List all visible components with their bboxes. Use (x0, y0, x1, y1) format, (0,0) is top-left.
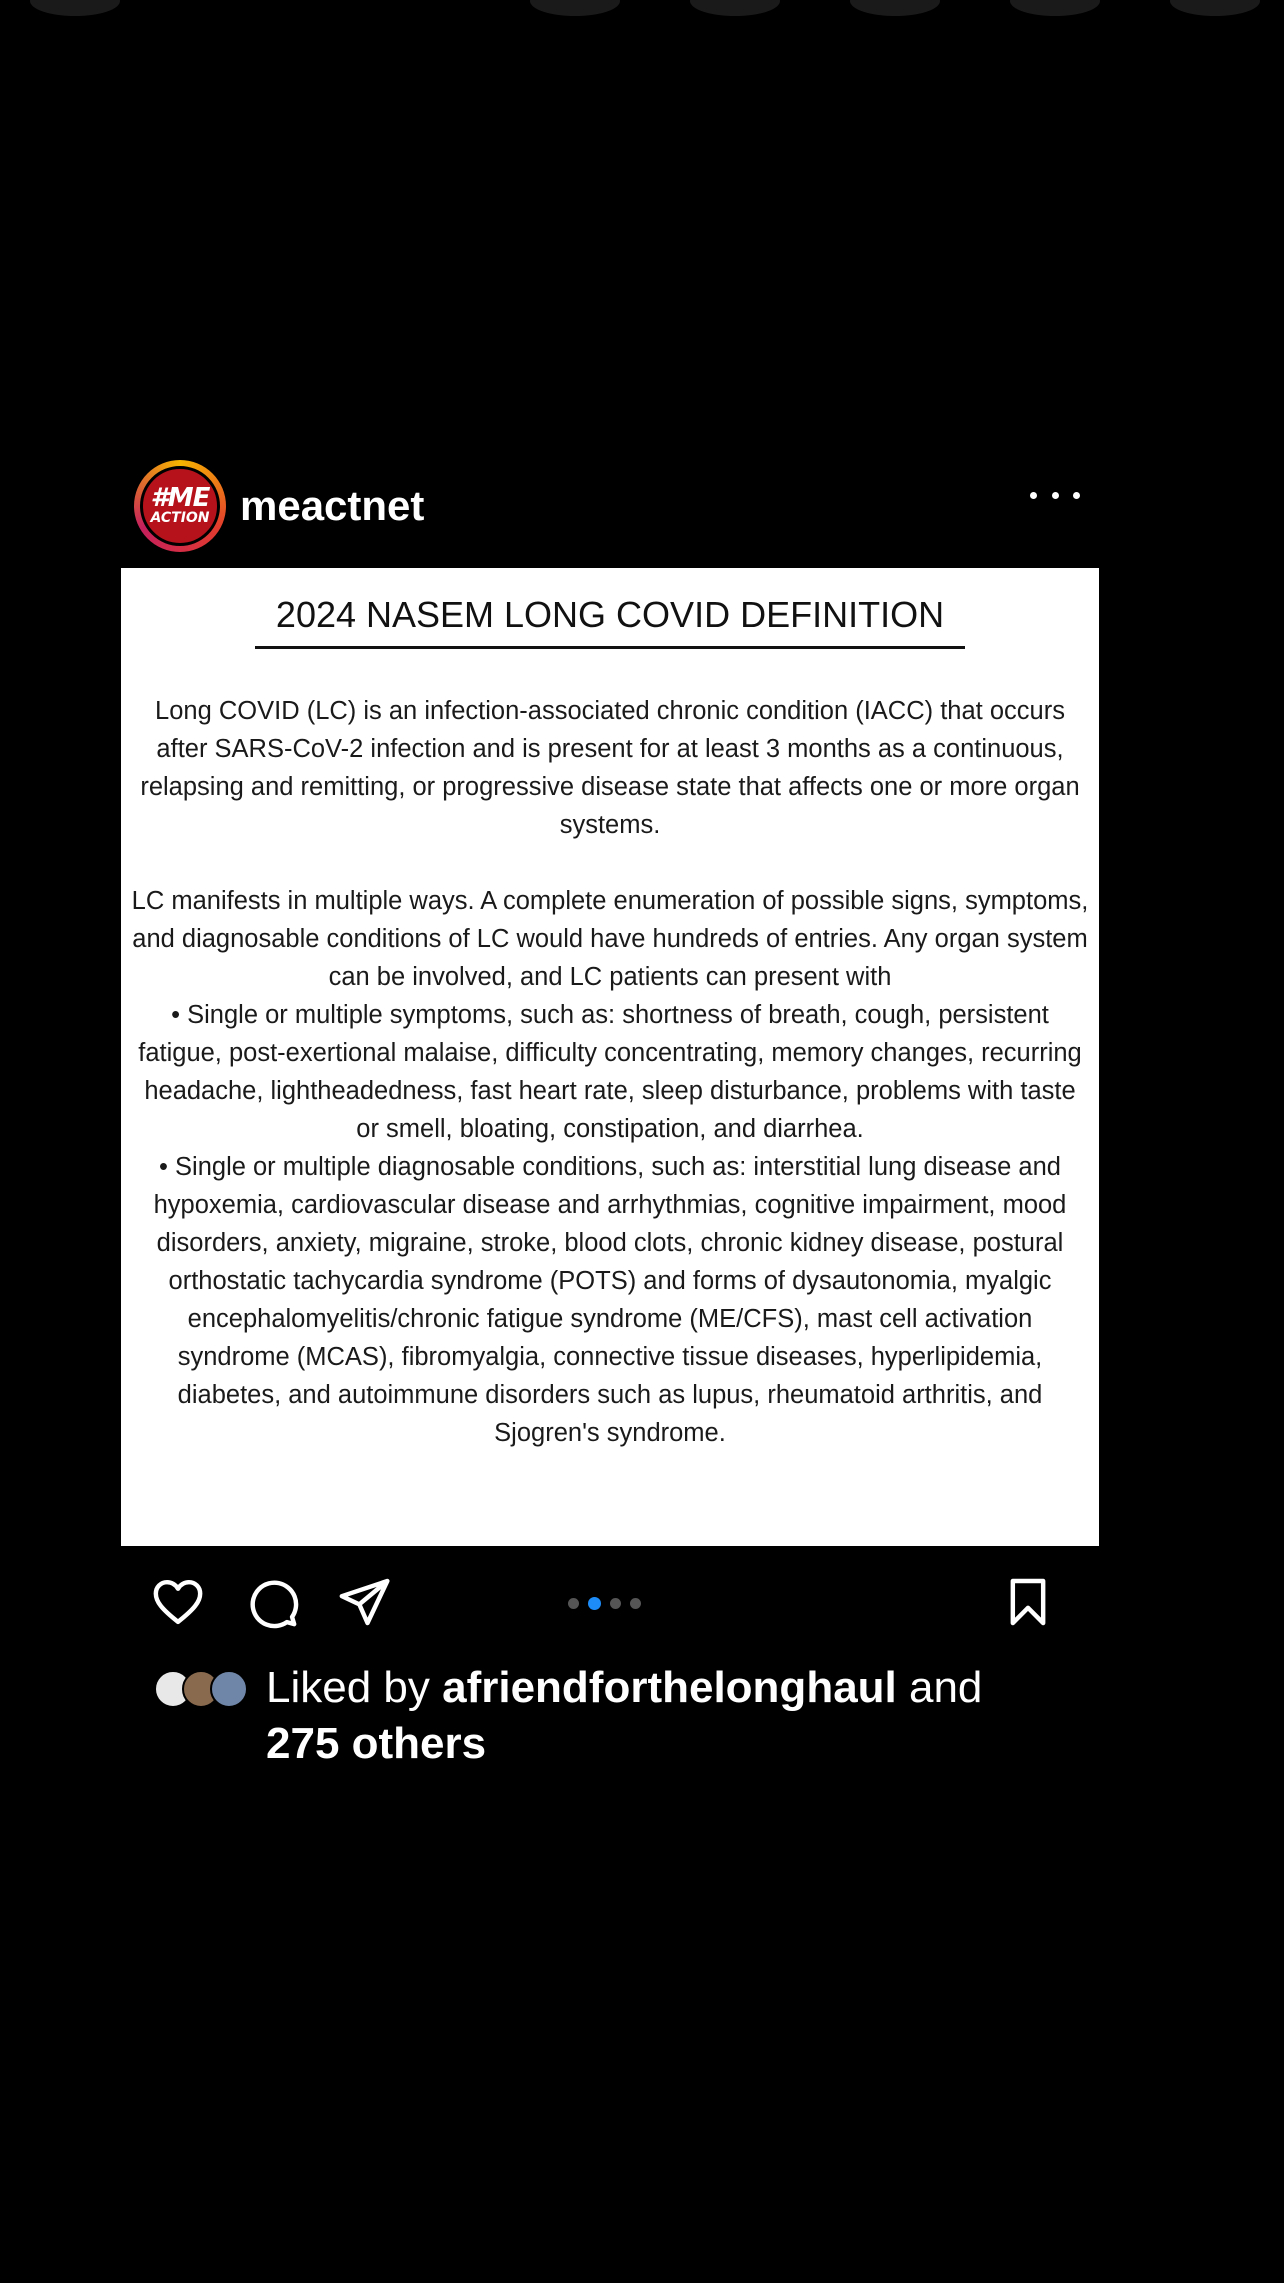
post-header (134, 460, 1094, 554)
liker-username[interactable]: afriendforthelonghaul (442, 1663, 897, 1712)
title-underline (255, 646, 965, 649)
carousel-indicator (568, 1596, 658, 1610)
top-artifact (690, 0, 780, 16)
avatar-logo (140, 466, 220, 546)
post-username[interactable]: meactnet (240, 482, 425, 529)
more-dot (1052, 492, 1059, 499)
more-options-icon[interactable] (1030, 480, 1080, 510)
comment-icon[interactable] (244, 1574, 300, 1630)
top-artifact (530, 0, 620, 16)
post-image[interactable] (121, 568, 1099, 1546)
likes-prefix: Liked by (266, 1663, 443, 1712)
liker-avatar (210, 1670, 248, 1708)
top-artifact (850, 0, 940, 16)
manifestations-block (131, 882, 1089, 1452)
manifestations-paragraph: LC manifests in multiple ways. A complete enumeration of possible signs, symptoms, and diagnosable conditions of LC would have hundreds of entries. Any organ system can be involved, and LC patients can present with (131, 887, 1089, 991)
top-artifact (30, 0, 120, 16)
carousel-dot (568, 1598, 579, 1609)
liker-avatars (154, 1670, 264, 1710)
heart-icon[interactable] (150, 1574, 206, 1630)
conditions-bullet: • Single or multiple diagnosable conditions, such as: interstitial lung disease and hypoxemia, cardiovascular disease and arrhythmias, cognitive impairment, mood disorders, anxiety, migraine, stroke, blood clots, chronic kidney disease, postural orthostatic tachycardia syndrome (POTS) and forms of dysautonomia, myalgic encephalomyelitis/chronic fatigue syndrome (ME/CFS), mast cell activation syndrome (MCAS), fibromyalgia, connective tissue diseases, hyperlipidemia, diabetes, and autoimmune disorders such as lupus, rheumatoid arthritis, and Sjogren's syndrome. (153, 1153, 1067, 1447)
carousel-dot (610, 1598, 621, 1609)
top-fade-artifacts (0, 0, 1284, 20)
more-dot (1073, 492, 1080, 499)
avatar-logo-text: #ME (150, 483, 210, 513)
likes-middle: and (896, 1663, 983, 1712)
carousel-dot-active (588, 1597, 601, 1610)
carousel-dot (630, 1598, 641, 1609)
more-dot (1030, 492, 1037, 499)
likes-others-count[interactable]: 275 others (266, 1719, 487, 1768)
likes-text (266, 1660, 1066, 1772)
bookmark-icon[interactable] (1000, 1574, 1056, 1630)
post-action-bar (150, 1574, 1070, 1634)
top-artifact (1170, 0, 1260, 16)
definition-paragraph: Long COVID (LC) is an infection-associated chronic condition (IACC) that occurs after SARS-CoV-2 infection and is present for at least 3 months as a continuous, relapsing and remitting, or progressive disease state that affects one or more organ systems. (140, 697, 1080, 839)
card-title: 2024 NASEM LONG COVID DEFINITION (275, 594, 945, 635)
profile-avatar[interactable] (134, 460, 226, 552)
top-artifact (1010, 0, 1100, 16)
symptoms-bullet: • Single or multiple symptoms, such as: shortness of breath, cough, persistent fatigue, post-exertional malaise, difficulty concentrating, memory changes, recurring headache, lightheadedness, fast heart rate, sleep disturbance, problems with taste or smell, bloating, constipation, and diarrhea. (138, 1001, 1082, 1143)
send-icon[interactable] (336, 1574, 392, 1630)
avatar-logo-subtext: ACTION (150, 510, 210, 526)
